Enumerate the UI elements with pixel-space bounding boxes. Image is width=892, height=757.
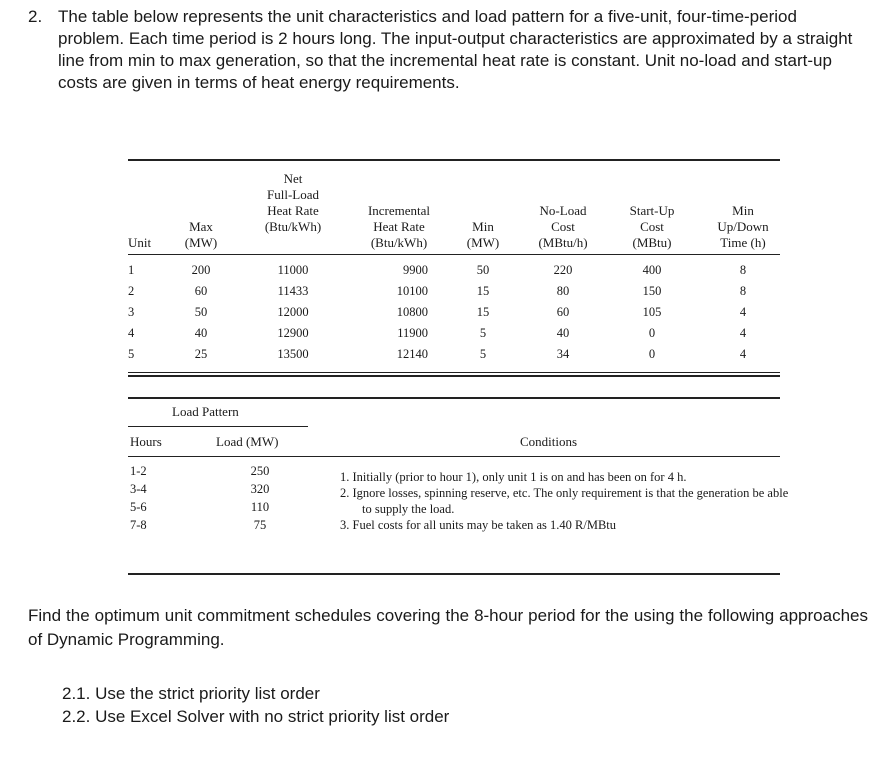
condition-item: 3. Fuel costs for all units may be taken as 1.40 R/MBtu — [340, 518, 617, 532]
table-cell: 50 — [194, 305, 208, 319]
table-cell: 5 — [479, 326, 487, 340]
table-cell: 60 — [556, 305, 570, 319]
table-cell: 4 — [739, 305, 747, 319]
load-cell: 3-4 — [130, 482, 147, 496]
table-cell: 0 — [648, 347, 656, 361]
load-cell: 250 — [250, 464, 270, 478]
table-cell: 2 — [128, 284, 135, 298]
load-header-rule — [128, 456, 780, 457]
conditions-header: Conditions — [520, 434, 578, 449]
condition-item: 2. Ignore losses, spinning reserve, etc. The only requirement is that the generation be able to supply the load. — [340, 486, 789, 516]
table-cell: 200 — [191, 263, 211, 277]
condition-item: 1. Initially (prior to hour 1), only unit 1 is on and has been on for 4 h. — [340, 470, 687, 484]
table-cell: 60 — [194, 284, 208, 298]
table-cell: 4 — [128, 326, 135, 340]
table-bottom-rule — [128, 372, 780, 373]
load-cell: 1-2 — [130, 464, 147, 478]
find-instruction: Find the optimum unit commitment schedules covering the 8-hour period for the using the following approaches of Dynamic Programming. — [28, 606, 868, 649]
header-incremental: Incremental Heat Rate (Btu/kWh) — [367, 203, 431, 250]
table-cell: 12900 — [277, 326, 309, 340]
table-cell: 15 — [476, 305, 490, 319]
load-cell: 5-6 — [130, 500, 147, 514]
conditions-list — [340, 469, 790, 533]
header-unit: Unit — [128, 235, 152, 250]
table-cell: 12140 — [396, 347, 428, 361]
load-pattern-title: Load Pattern — [172, 404, 239, 419]
table-cell: 400 — [642, 263, 662, 277]
table-cell: 5 — [479, 347, 487, 361]
table-cell: 80 — [556, 284, 570, 298]
table-cell: 10100 — [396, 284, 428, 298]
table-bottom-rule-2 — [128, 375, 780, 377]
table-cell: 40 — [556, 326, 570, 340]
table-cell: 8 — [739, 263, 747, 277]
table-cell: 50 — [476, 263, 490, 277]
load-cell: 320 — [250, 482, 270, 496]
table-cell: 34 — [556, 347, 570, 361]
question-number: 2. — [28, 7, 43, 26]
table-cell: 220 — [553, 263, 573, 277]
load-bottom-rule — [128, 573, 780, 575]
table-cell: 11433 — [277, 284, 309, 298]
table-cell: 1 — [128, 263, 135, 277]
question-text: The table below represents the unit characteristics and load pattern for a five-unit, four-time-period problem. Each time period is 2 hours long. The input-output characteristics are approximated by a straight line from min to max generation, so that the incremental heat rate is constant. Unit no-load and start-up costs are given in terms of heat energy requirements. — [58, 7, 853, 92]
table-cell: 40 — [194, 326, 208, 340]
table-cell: 8 — [739, 284, 747, 298]
header-max: Max (MW) — [184, 219, 218, 250]
header-startup: Start-Up Cost (MBtu) — [629, 203, 675, 250]
table-cell: 10800 — [396, 305, 428, 319]
hours-header: Hours — [130, 434, 162, 449]
sub-question-2-2: 2.2. Use Excel Solver with no strict priority list order — [62, 707, 450, 726]
load-cell: 75 — [253, 518, 267, 532]
load-header: Load (MW) — [216, 434, 279, 449]
table-cell: 9900 — [403, 263, 428, 277]
header-no-load: No-Load Cost (MBtu/h) — [538, 203, 588, 250]
table-cell: 150 — [642, 284, 662, 298]
header-min: Min (MW) — [466, 219, 500, 250]
load-top-rule — [128, 397, 780, 399]
load-cell: 7-8 — [130, 518, 147, 532]
table-cell: 5 — [128, 347, 135, 361]
table-cell: 4 — [739, 347, 747, 361]
table-cell: 4 — [739, 326, 747, 340]
table-cell: 12000 — [277, 305, 309, 319]
load-cell: 110 — [250, 500, 270, 514]
table-top-rule — [128, 159, 780, 161]
table-cell: 11000 — [277, 263, 309, 277]
sub-question-2-1: 2.1. Use the strict priority list order — [62, 684, 320, 703]
header-updown: Min Up/Down Time (h) — [717, 203, 769, 250]
header-heat-rate: Net Full-Load Heat Rate (Btu/kWh) — [264, 171, 322, 234]
table-cell: 3 — [128, 305, 135, 319]
header-rule — [128, 254, 780, 255]
table-cell: 15 — [476, 284, 490, 298]
table-cell: 0 — [648, 326, 656, 340]
table-cell: 25 — [194, 347, 208, 361]
table-cell: 105 — [642, 305, 662, 319]
load-title-rule — [128, 426, 308, 427]
table-cell: 13500 — [277, 347, 309, 361]
table-cell: 11900 — [397, 326, 428, 340]
